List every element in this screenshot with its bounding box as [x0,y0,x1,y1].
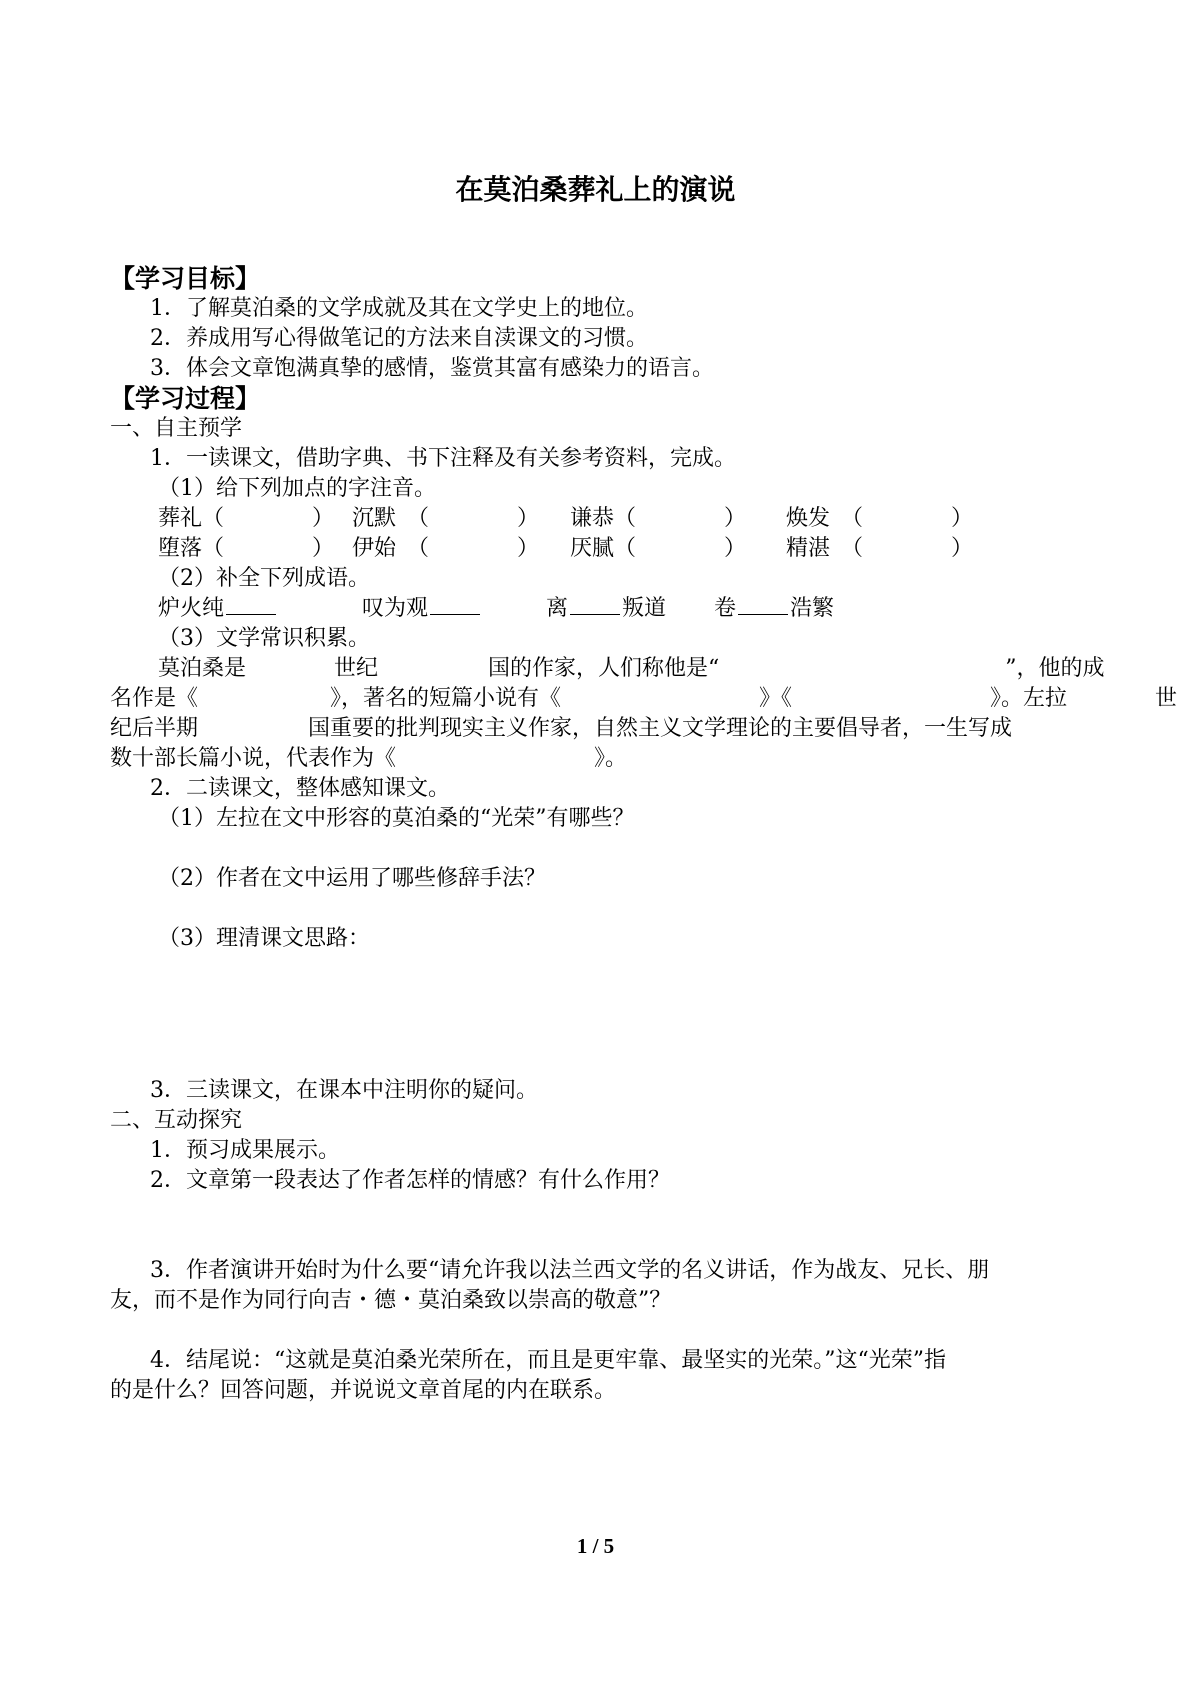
pinyin-item: 沉默 （ ） [352,506,540,531]
pinyin-item: 精湛 （ ） [786,536,974,561]
goal-item: 1．了解莫泊桑的文学成就及其在文学史上的地位。 [150,296,648,321]
page-number: 1 / 5 [576,1534,615,1558]
goals-heading: 【学习目标】 [110,264,261,293]
goal-item: 3．体会文章饱满真挚的感情，鉴赏其富有感染力的语言。 [150,356,714,381]
answer-blank[interactable] [226,594,276,615]
question-2-2: （2）作者在文中运用了哪些修辞手法？ [158,866,546,891]
literature-line: 名作是《 》，著名的短篇小说有《 》《 》。左拉 世 [110,686,1178,711]
inquiry-4-cont: 的是什么？回答问题，并说说文章首尾的内在联系。 [110,1378,617,1403]
pinyin-item: 葬礼（ ） [158,506,335,531]
pinyin-item: 谦恭（ ） [570,506,747,531]
inquiry-1: 1．预习成果展示。 [150,1138,340,1163]
question-1-1: （1）给下列加点的字注音。 [158,476,436,501]
question-1-2: （2）补全下列成语。 [158,566,370,591]
question-3: 3．三读课文，在课本中注明你的疑问。 [150,1078,538,1103]
question-2-1: （1）左拉在文中形容的莫泊桑的“光荣”有哪些？ [158,806,635,831]
idiom-item: 离 叛道 [546,596,667,621]
question-1: 1．一读课文，借助字典、书下注释及有关参考资料，完成。 [150,446,736,471]
idiom-item: 炉火纯 [158,594,278,624]
idiom-item: 卷 浩繁 [714,596,835,621]
page-title: 在莫泊桑葬礼上的演说 [455,173,736,206]
literature-line: 纪后半期 国重要的批判现实主义作家，自然主义文学理论的主要倡导者，一生写成 [110,716,1013,741]
answer-blank[interactable] [570,594,620,615]
literature-line: 莫泊桑是 世纪 国的作家，人们称他是“ ”，他的成 [158,656,1105,681]
question-2-3: （3）理清课文思路： [158,926,370,951]
inquiry-4: 4．结尾说：“这就是莫泊桑光荣所在，而且是更牢靠、最坚实的光荣。”这“光荣”指 [150,1348,946,1373]
idiom-item: 叹为观 [362,594,482,624]
part2-heading: 二、互动探究 [110,1108,243,1133]
inquiry-3: 3．作者演讲开始时为什么要“请允许我以法兰西文学的名义讲话，作为战友、兄长、朋 [150,1258,990,1283]
part1-heading: 一、自主预学 [110,416,243,441]
inquiry-3-cont: 友，而不是作为同行向吉・德・莫泊桑致以崇高的敬意”？ [110,1288,672,1313]
inquiry-2: 2．文章第一段表达了作者怎样的情感？有什么作用？ [150,1168,670,1193]
answer-blank[interactable] [738,594,788,615]
question-2: 2．二读课文，整体感知课文。 [150,776,450,801]
pinyin-item: 焕发 （ ） [786,506,974,531]
goal-item: 2．养成用写心得做笔记的方法来自渎课文的习惯。 [150,326,648,351]
answer-blank[interactable] [430,594,480,615]
process-heading: 【学习过程】 [110,384,261,413]
literature-line: 数十部长篇小说，代表作为《 》。 [110,746,628,771]
pinyin-item: 厌腻（ ） [570,536,747,561]
pinyin-item: 伊始 （ ） [352,536,540,561]
question-1-3: （3）文学常识积累。 [158,626,370,651]
pinyin-item: 堕落（ ） [158,536,335,561]
